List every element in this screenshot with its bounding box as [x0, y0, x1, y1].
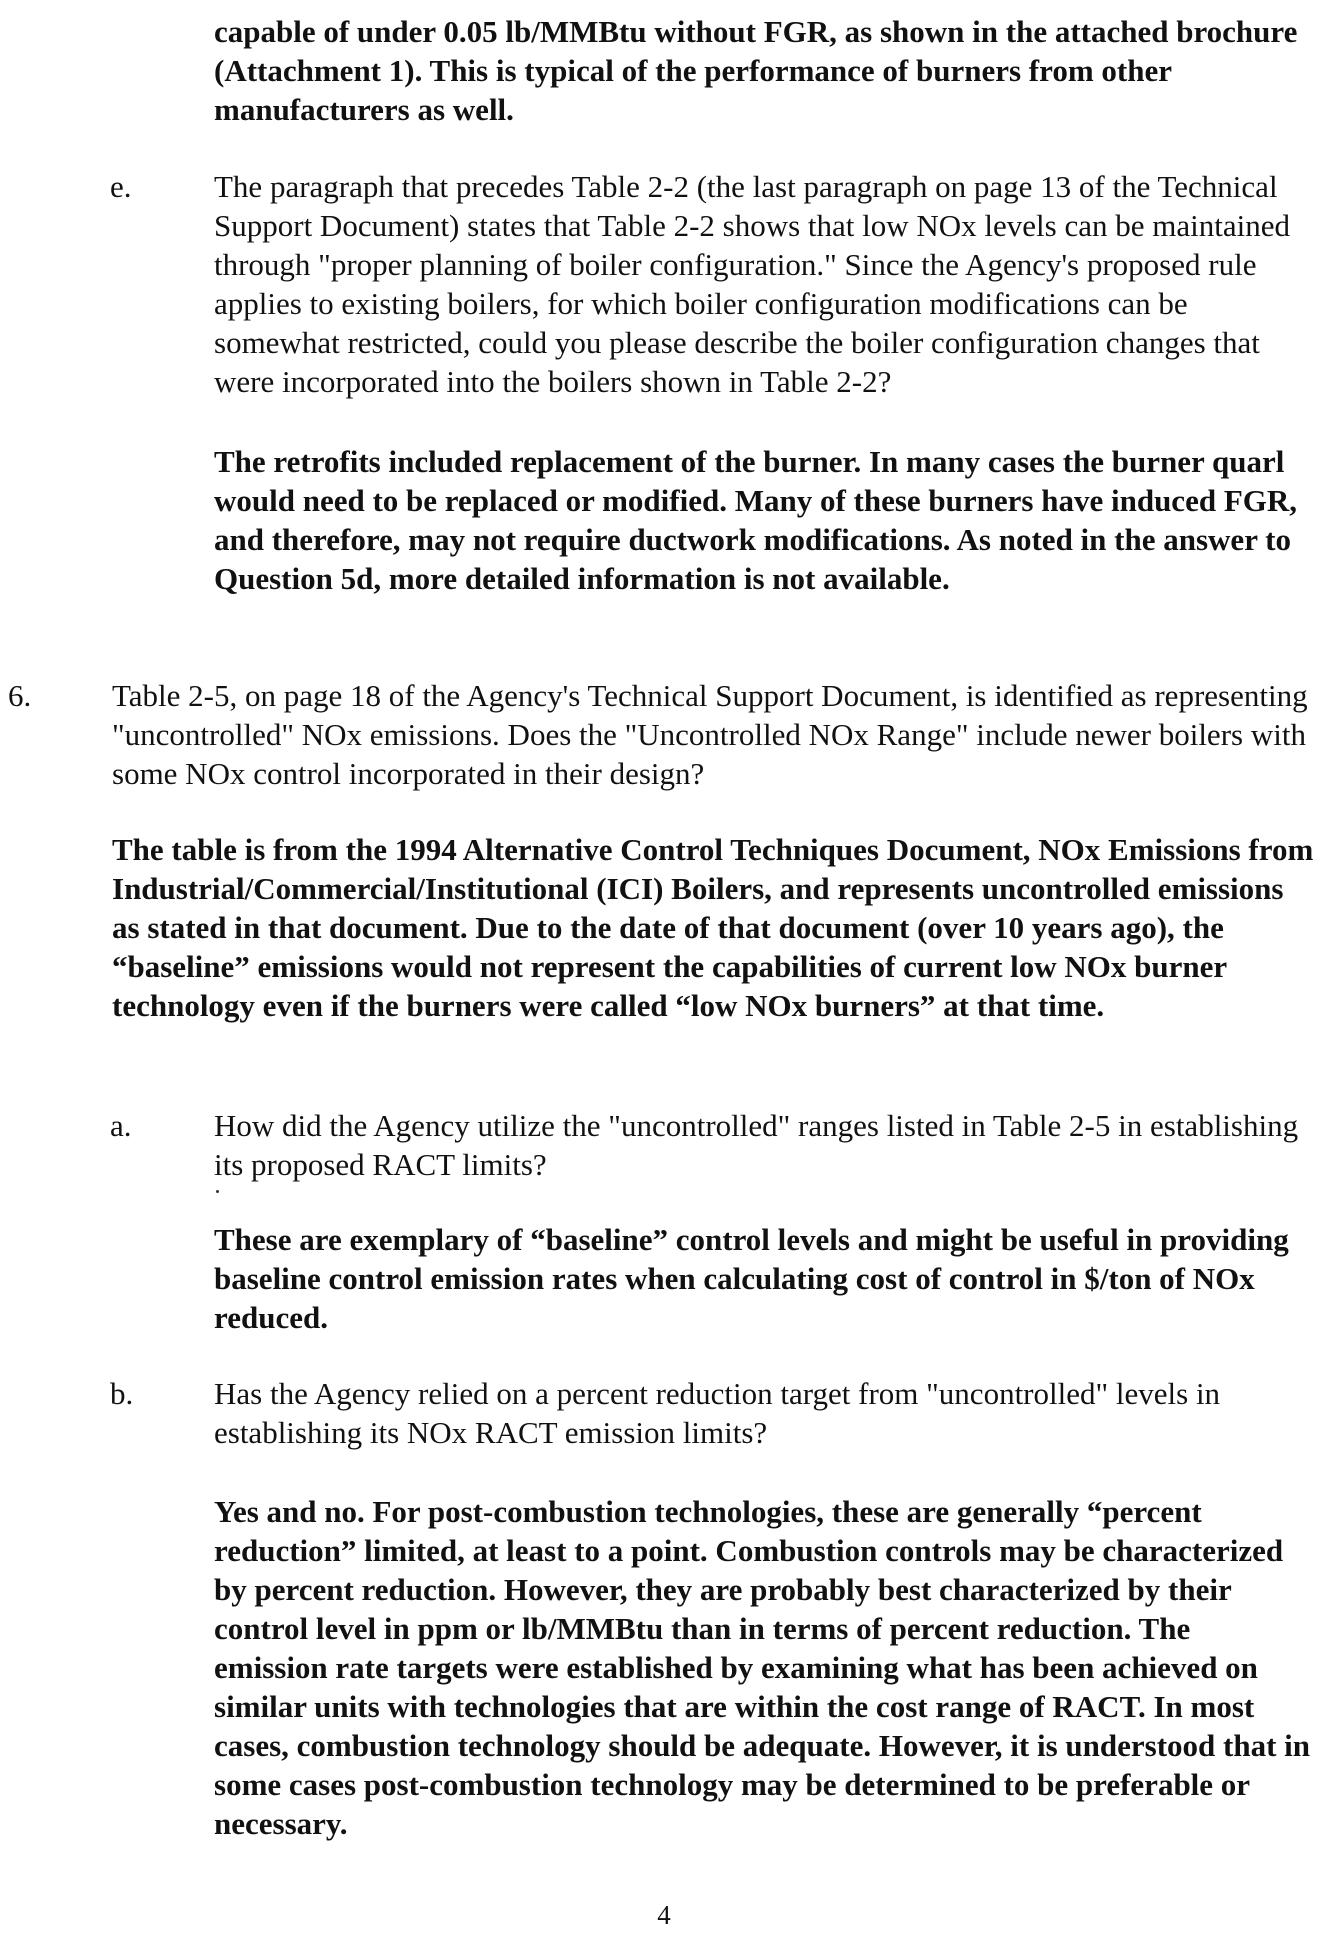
item-b-marker: b.: [110, 1376, 134, 1411]
item-a-marker: a.: [110, 1108, 132, 1143]
question-5e: The paragraph that precedes Table 2-2 (the last paragraph on page 13 of the Technical Support Document) states that Table 2-2 shows that low NOx levels can be maintained through "proper planning of boiler configuration." Since the Agency's proposed rule applies to existing boilers, for which boiler configuration modifications can be somewhat restricted, could you please describe the boiler configuration changes that were incorporated into the boilers shown in Table 2-2?: [214, 169, 1290, 399]
page-number: 4: [657, 1900, 671, 1930]
answer-5d-continuation: capable of under 0.05 lb/MMBtu without FGR, as shown in the attached brochure (Attachment 1). This is typical of the performance of burners from other manufacturers as well.: [214, 14, 1298, 127]
answer-6a: These are exemplary of “baseline” control levels and might be useful in providing baseline control emission rates when calculating cost of control in $/ton of NOx reduced.: [214, 1222, 1289, 1335]
question-6b: Has the Agency relied on a percent reduction target from "uncontrolled" levels in establishing its NOx RACT emission limits?: [214, 1376, 1221, 1450]
question-6a: How did the Agency utilize the "uncontrolled" ranges listed in Table 2-5 in establishing its proposed RACT limits?: [214, 1108, 1299, 1182]
answer-5e: The retrofits included replacement of the burner. In many cases the burner quarl would need to be replaced or modified. Many of these burners have induced FGR, and therefore, may not require ductwork modifications. As noted in the answer to Question 5d, more detailed information is not available.: [214, 444, 1298, 596]
scan-speck: [216, 1190, 219, 1193]
answer-6: The table is from the 1994 Alternative Control Techniques Document, NOx Emissions from Industrial/Commercial/Institutional (ICI) Boilers, and represents uncontrolled emissions as stated in that document. Due to the date of that document (over 10 years ago), the “baseline” emissions would not represent the capabilities of current low NOx burner technology even if the burners were called “low NOx burners” at that time.: [112, 832, 1314, 1023]
item-e-marker: e.: [110, 169, 132, 204]
answer-6b: Yes and no. For post-combustion technologies, these are generally “percent reduction” limited, at least to a point. Combustion controls may be characterized by percent reduction. However, they are probably best characterized by their control level in ppm or lb/MMBtu than in terms of percent reduction. The emission rate targets were established by examining what has been achieved on similar units with technologies that are within the cost range of RACT. In most cases, combustion technology should be adequate. However, it is understood that in some cases post-combustion technology may be determined to be preferable or necessary.: [214, 1494, 1311, 1841]
item-6-marker: 6.: [8, 678, 32, 713]
question-6: Table 2-5, on page 18 of the Agency's Technical Support Document, is identified as representing "uncontrolled" NOx emissions. Does the "Uncontrolled NOx Range" include newer boilers with some NOx control incorporated in their design?: [112, 678, 1308, 791]
